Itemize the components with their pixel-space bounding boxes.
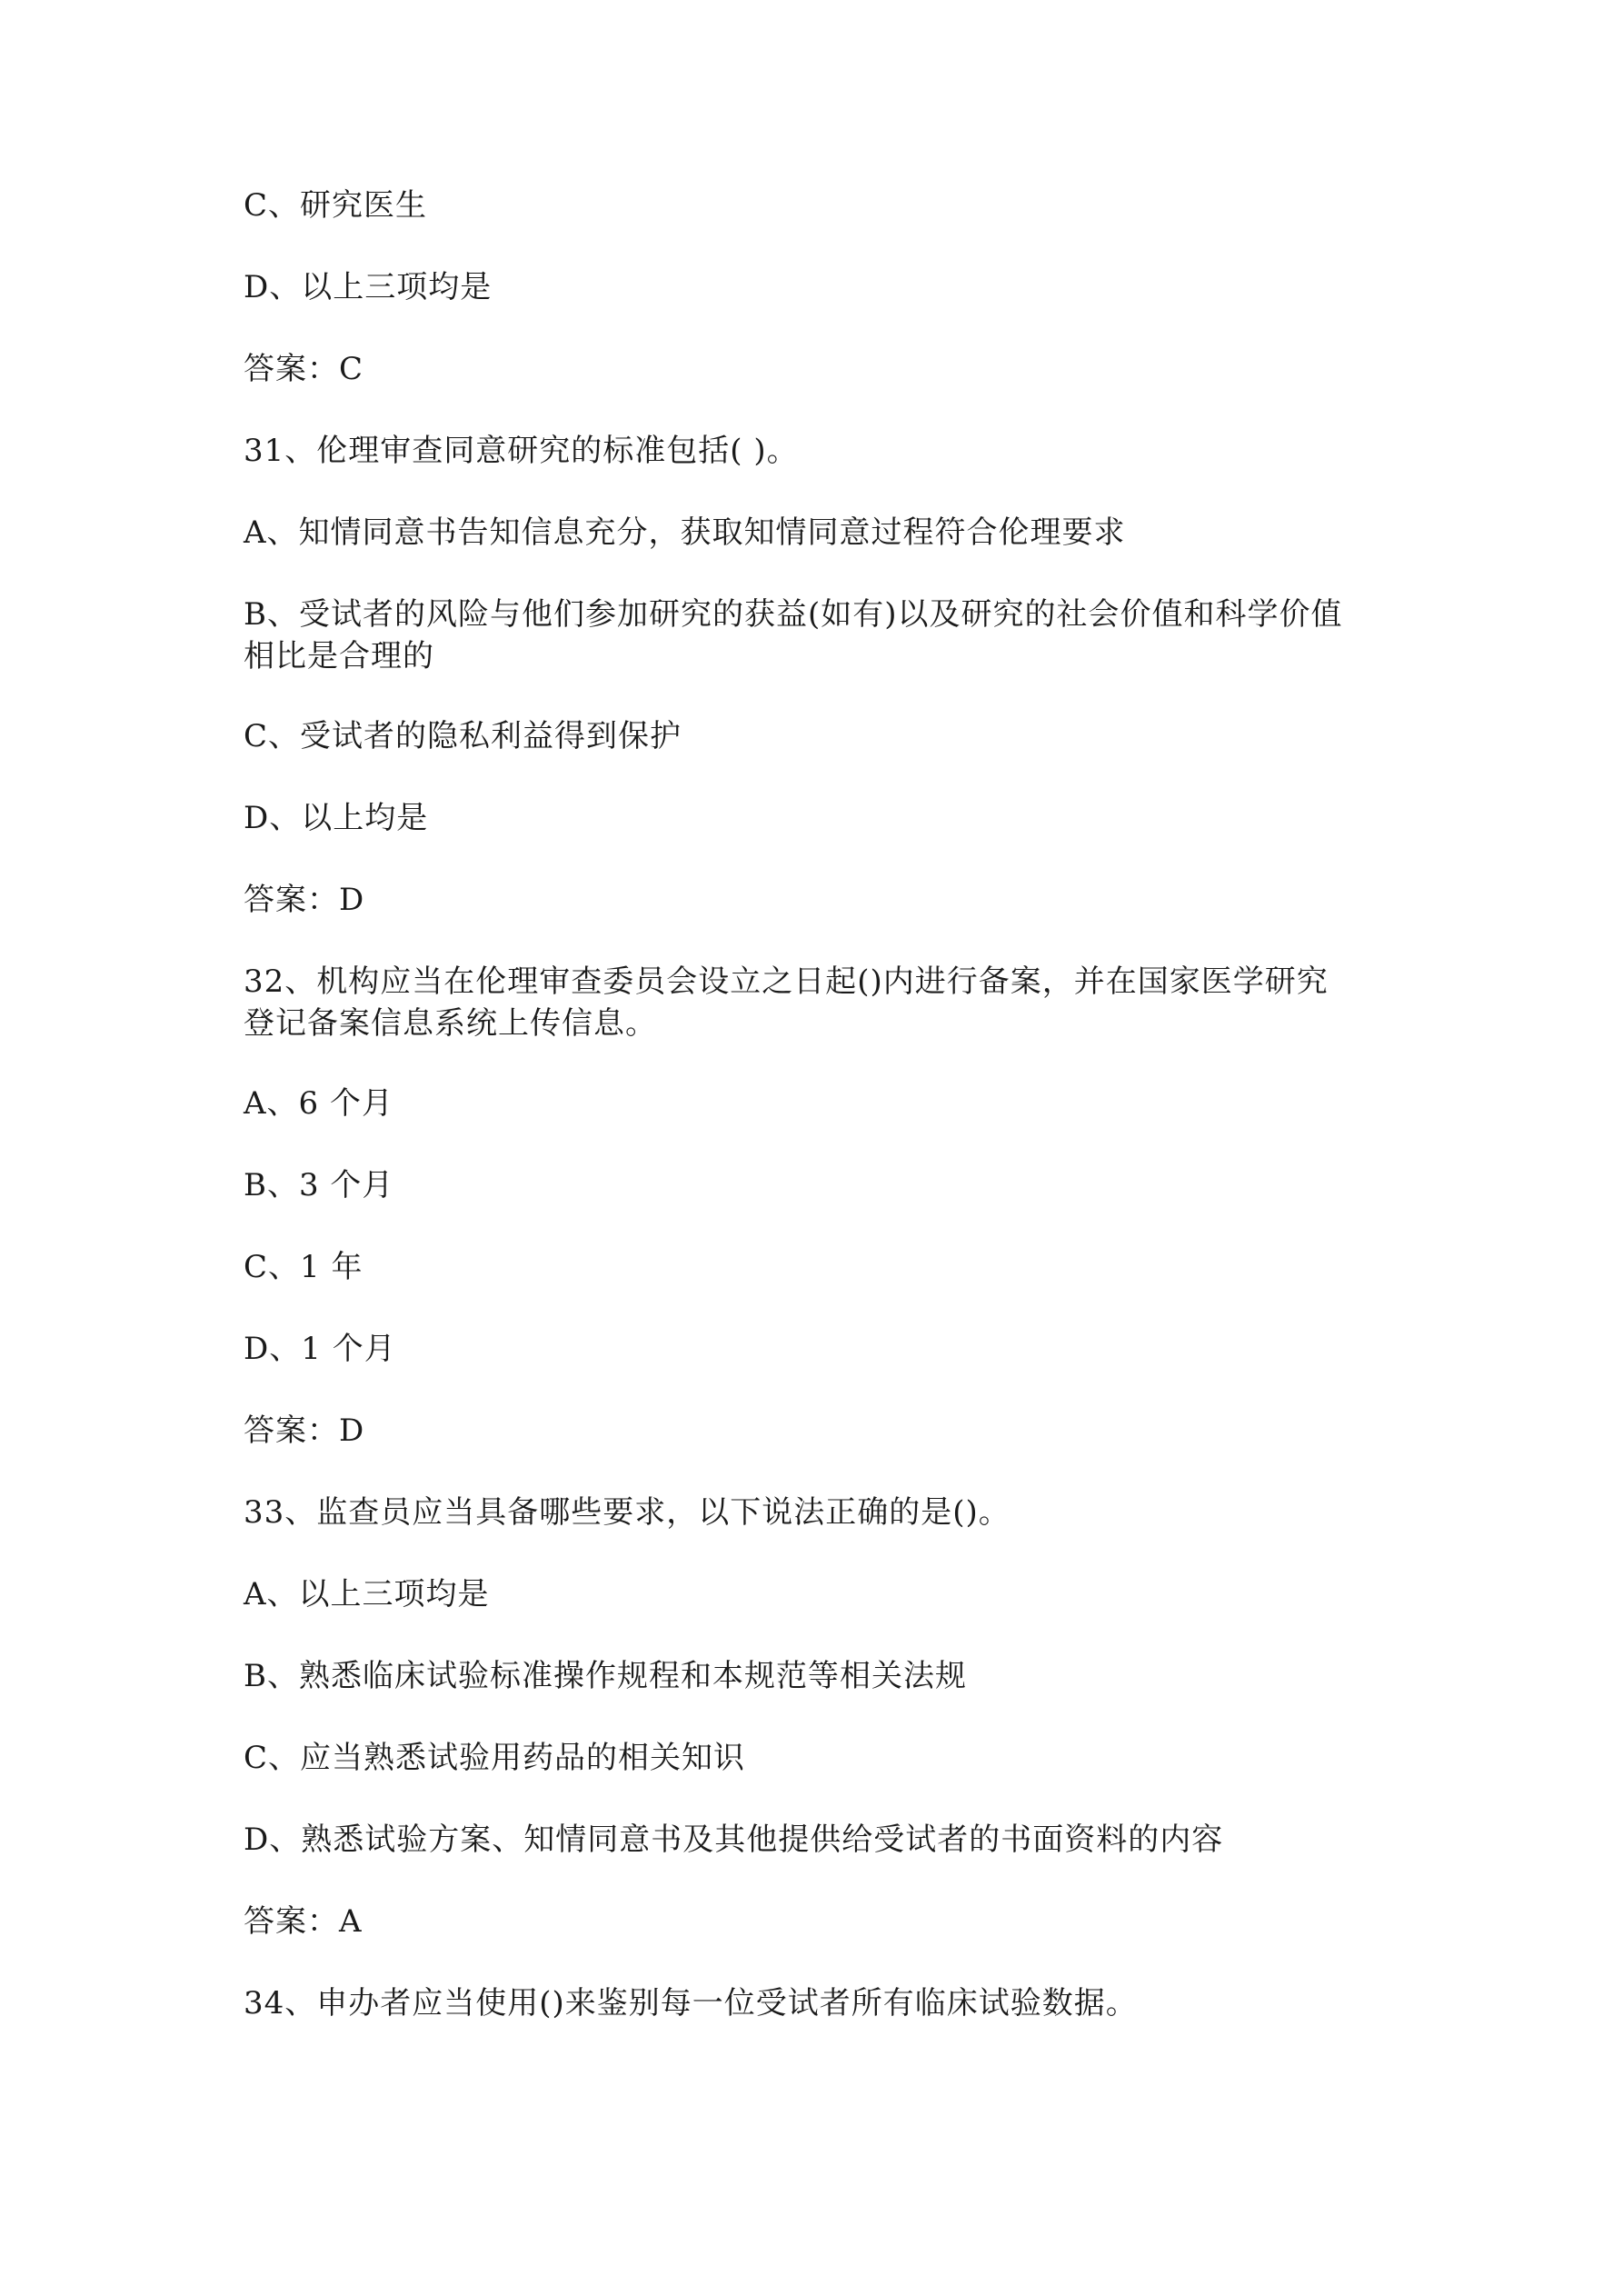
option-c-q30: C、研究医生	[244, 187, 428, 224]
option-d-q33: D、熟悉试验方案、知情同意书及其他提供给受试者的书面资料的内容	[244, 1822, 1224, 1858]
option-d-q30: D、以上三项均是	[244, 269, 493, 305]
answer-q30: 答案：C	[244, 351, 364, 387]
option-a-q32: A、6 个月	[244, 1085, 393, 1122]
option-b-q33: B、熟悉临床试验标准操作规程和本规范等相关法规	[244, 1658, 967, 1694]
answer-q32: 答案：D	[244, 1413, 365, 1449]
option-a-q33: A、以上三项均是	[244, 1576, 490, 1612]
option-b-q31-line2: 相比是合理的	[244, 638, 434, 674]
question-32-line1: 32、机构应当在伦理审查委员会设立之日起()内进行备案，并在国家医学研究	[244, 963, 1329, 1000]
option-b-q32: B、3 个月	[244, 1167, 394, 1203]
question-32-line2: 登记备案信息系统上传信息。	[244, 1005, 657, 1042]
question-31: 31、伦理审查同意研究的标准包括( )。	[244, 433, 799, 469]
option-b-q31-line1: B、受试者的风险与他们参加研究的获益(如有)以及研究的社会价值和科学价值	[244, 596, 1343, 633]
option-c-q31: C、受试者的隐私利益得到保护	[244, 718, 682, 754]
option-d-q31: D、以上均是	[244, 800, 429, 836]
question-34: 34、申办者应当使用()来鉴别每一位受试者所有临床试验数据。	[244, 1985, 1138, 2021]
answer-q33: 答案：A	[244, 1903, 363, 1940]
option-c-q33: C、应当熟悉试验用药品的相关知识	[244, 1740, 746, 1776]
question-33: 33、监查员应当具备哪些要求，以下说法正确的是()。	[244, 1494, 1011, 1531]
option-c-q32: C、1 年	[244, 1249, 363, 1285]
option-a-q31: A、知情同意书告知信息充分，获取知情同意过程符合伦理要求	[244, 514, 1126, 551]
option-d-q32: D、1 个月	[244, 1331, 396, 1367]
answer-q31: 答案：D	[244, 882, 365, 918]
